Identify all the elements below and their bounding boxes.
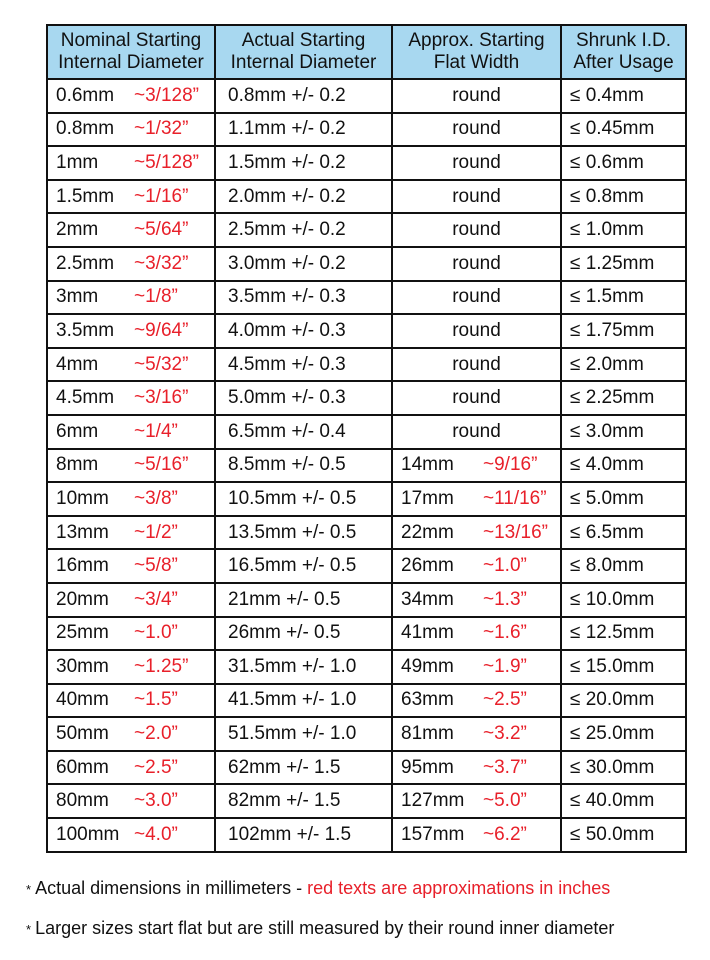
- nominal-inch: ~1/8”: [134, 286, 178, 308]
- flat-width-mm: 26mm: [401, 555, 454, 577]
- nominal-inch: ~5/64”: [134, 219, 189, 241]
- flat-width-cell: [392, 449, 561, 483]
- shrunk-cell: ≤ 0.6mm: [561, 146, 686, 180]
- shrunk-cell: ≤ 1.25mm: [561, 247, 686, 281]
- flat-width-inch: ~9/16”: [483, 454, 538, 476]
- flat-width-cell: [392, 516, 561, 550]
- nominal-cell: [47, 717, 215, 751]
- table-row: [47, 516, 686, 550]
- flat-width-round: round: [452, 353, 501, 375]
- shrunk-cell: ≤ 15.0mm: [561, 650, 686, 684]
- note-flat-sizes-text: Larger sizes start flat but are still measured by their round inner diameter: [35, 918, 615, 938]
- table-row: [47, 113, 686, 147]
- nominal-cell: [47, 348, 215, 382]
- actual-cell: 5.0mm +/- 0.3: [215, 381, 392, 415]
- table-row: [47, 146, 686, 180]
- flat-width-inch: ~1.6”: [483, 622, 527, 644]
- actual-cell: 10.5mm +/- 0.5: [215, 482, 392, 516]
- shrunk-cell: ≤ 12.5mm: [561, 617, 686, 651]
- flat-width-cell: [392, 684, 561, 718]
- nominal-inch: ~1/32”: [134, 118, 189, 140]
- note-dimensions-red-text: red texts are approximations in inches: [307, 878, 611, 898]
- nominal-mm: 30mm: [56, 655, 109, 677]
- flat-width-cell: [392, 549, 561, 583]
- shrunk-cell: ≤ 20.0mm: [561, 684, 686, 718]
- flat-width-mm: 14mm: [401, 454, 454, 476]
- nominal-cell: [47, 617, 215, 651]
- shrunk-cell: ≤ 10.0mm: [561, 583, 686, 617]
- nominal-inch: ~3/8”: [134, 487, 178, 509]
- shrunk-cell: ≤ 0.45mm: [561, 113, 686, 147]
- flat-width-round: round: [452, 252, 501, 274]
- note-dimensions: [26, 878, 610, 899]
- actual-cell: 1.5mm +/- 0.2: [215, 146, 392, 180]
- actual-cell: 51.5mm +/- 1.0: [215, 717, 392, 751]
- nominal-mm: 1mm: [56, 151, 99, 173]
- nominal-cell: [47, 113, 215, 147]
- shrunk-cell: ≤ 2.0mm: [561, 348, 686, 382]
- actual-cell: 4.0mm +/- 0.3: [215, 314, 392, 348]
- nominal-mm: 1.5mm: [56, 185, 115, 207]
- flat-width-mm: 49mm: [401, 655, 454, 677]
- nominal-inch: ~1.0”: [134, 622, 178, 644]
- header-shrunk-id: Shrunk I.D. After Usage: [561, 25, 686, 79]
- shrunk-cell: ≤ 4.0mm: [561, 449, 686, 483]
- table-row: [47, 247, 686, 281]
- table-row: [47, 717, 686, 751]
- table-row: [47, 784, 686, 818]
- table-row: [47, 348, 686, 382]
- header-row: [47, 25, 686, 79]
- flat-width-mm: 34mm: [401, 588, 454, 610]
- nominal-inch: ~3/32”: [134, 252, 189, 274]
- flat-width-cell: [392, 247, 561, 281]
- table-row: [47, 381, 686, 415]
- nominal-mm: 50mm: [56, 723, 109, 745]
- nominal-inch: ~9/64”: [134, 319, 189, 341]
- actual-cell: 82mm +/- 1.5: [215, 784, 392, 818]
- flat-width-cell: [392, 213, 561, 247]
- flat-width-mm: 22mm: [401, 521, 454, 543]
- flat-width-inch: ~1.9”: [483, 655, 527, 677]
- nominal-mm: 0.8mm: [56, 118, 115, 140]
- nominal-cell: [47, 583, 215, 617]
- flat-width-inch: ~2.5”: [483, 689, 527, 711]
- flat-width-cell: [392, 113, 561, 147]
- flat-width-round: round: [452, 84, 501, 106]
- note-dimensions-text: Actual dimensions in millimeters -: [35, 878, 308, 898]
- shrunk-cell: ≤ 40.0mm: [561, 784, 686, 818]
- nominal-inch: ~1.25”: [134, 655, 189, 677]
- flat-width-inch: ~5.0”: [483, 790, 527, 812]
- shrunk-cell: ≤ 25.0mm: [561, 717, 686, 751]
- nominal-inch: ~4.0”: [134, 823, 178, 845]
- nominal-inch: ~3/4”: [134, 588, 178, 610]
- flat-width-cell: [392, 650, 561, 684]
- actual-cell: 1.1mm +/- 0.2: [215, 113, 392, 147]
- flat-width-cell: [392, 79, 561, 113]
- table-row: [47, 650, 686, 684]
- flat-width-mm: 81mm: [401, 723, 454, 745]
- flat-width-round: round: [452, 387, 501, 409]
- table-row: [47, 415, 686, 449]
- actual-cell: 0.8mm +/- 0.2: [215, 79, 392, 113]
- table-row: [47, 617, 686, 651]
- nominal-inch: ~5/16”: [134, 454, 189, 476]
- flat-width-round: round: [452, 319, 501, 341]
- nominal-mm: 40mm: [56, 689, 109, 711]
- flat-width-mm: 41mm: [401, 622, 454, 644]
- nominal-inch: ~3.0”: [134, 790, 178, 812]
- note-flat-sizes: [26, 918, 614, 939]
- actual-cell: 3.0mm +/- 0.2: [215, 247, 392, 281]
- flat-width-round: round: [452, 151, 501, 173]
- flat-width-inch: ~1.3”: [483, 588, 527, 610]
- flat-width-cell: [392, 281, 561, 315]
- nominal-cell: [47, 79, 215, 113]
- flat-width-round: round: [452, 420, 501, 442]
- nominal-mm: 80mm: [56, 790, 109, 812]
- nominal-inch: ~1/2”: [134, 521, 178, 543]
- nominal-inch: ~2.0”: [134, 723, 178, 745]
- nominal-cell: [47, 684, 215, 718]
- header-actual-id: Actual Starting Internal Diameter: [215, 25, 392, 79]
- nominal-cell: [47, 146, 215, 180]
- nominal-mm: 2mm: [56, 219, 99, 241]
- bullet-icon: *: [26, 881, 32, 897]
- table-row: [47, 79, 686, 113]
- nominal-inch: ~3/16”: [134, 387, 189, 409]
- flat-width-inch: ~3.7”: [483, 756, 527, 778]
- nominal-cell: [47, 449, 215, 483]
- nominal-inch: ~3/128”: [134, 84, 199, 106]
- nominal-mm: 6mm: [56, 420, 99, 442]
- nominal-cell: [47, 381, 215, 415]
- shrunk-cell: ≤ 50.0mm: [561, 818, 686, 852]
- actual-cell: 26mm +/- 0.5: [215, 617, 392, 651]
- actual-cell: 62mm +/- 1.5: [215, 751, 392, 785]
- nominal-mm: 3.5mm: [56, 319, 115, 341]
- flat-width-mm: 95mm: [401, 756, 454, 778]
- nominal-mm: 0.6mm: [56, 84, 115, 106]
- table-row: [47, 449, 686, 483]
- shrunk-cell: ≤ 3.0mm: [561, 415, 686, 449]
- flat-width-mm: 127mm: [401, 790, 465, 812]
- table-row: [47, 213, 686, 247]
- flat-width-cell: [392, 381, 561, 415]
- nominal-mm: 4mm: [56, 353, 99, 375]
- actual-cell: 4.5mm +/- 0.3: [215, 348, 392, 382]
- nominal-cell: [47, 818, 215, 852]
- nominal-cell: [47, 549, 215, 583]
- flat-width-cell: [392, 180, 561, 214]
- nominal-inch: ~1.5”: [134, 689, 178, 711]
- shrunk-cell: ≤ 2.25mm: [561, 381, 686, 415]
- nominal-cell: [47, 516, 215, 550]
- nominal-cell: [47, 281, 215, 315]
- flat-width-inch: ~6.2”: [483, 823, 527, 845]
- shrunk-cell: ≤ 6.5mm: [561, 516, 686, 550]
- shrunk-cell: ≤ 30.0mm: [561, 751, 686, 785]
- flat-width-round: round: [452, 286, 501, 308]
- shrunk-cell: ≤ 1.0mm: [561, 213, 686, 247]
- actual-cell: 2.0mm +/- 0.2: [215, 180, 392, 214]
- actual-cell: 31.5mm +/- 1.0: [215, 650, 392, 684]
- flat-width-cell: [392, 717, 561, 751]
- nominal-inch: ~5/8”: [134, 555, 178, 577]
- shrunk-cell: ≤ 1.75mm: [561, 314, 686, 348]
- table-row: [47, 180, 686, 214]
- nominal-mm: 3mm: [56, 286, 99, 308]
- flat-width-mm: 17mm: [401, 487, 454, 509]
- flat-width-mm: 63mm: [401, 689, 454, 711]
- flat-width-cell: [392, 818, 561, 852]
- flat-width-round: round: [452, 219, 501, 241]
- table-row: [47, 684, 686, 718]
- actual-cell: 13.5mm +/- 0.5: [215, 516, 392, 550]
- flat-width-cell: [392, 415, 561, 449]
- actual-cell: 21mm +/- 0.5: [215, 583, 392, 617]
- nominal-cell: [47, 650, 215, 684]
- actual-cell: 16.5mm +/- 0.5: [215, 549, 392, 583]
- nominal-mm: 13mm: [56, 521, 109, 543]
- shrunk-cell: ≤ 5.0mm: [561, 482, 686, 516]
- actual-cell: 2.5mm +/- 0.2: [215, 213, 392, 247]
- nominal-cell: [47, 247, 215, 281]
- flat-width-inch: ~1.0”: [483, 555, 527, 577]
- actual-cell: 102mm +/- 1.5: [215, 818, 392, 852]
- table-row: [47, 751, 686, 785]
- flat-width-cell: [392, 617, 561, 651]
- table-row: [47, 549, 686, 583]
- nominal-mm: 10mm: [56, 487, 109, 509]
- nominal-mm: 16mm: [56, 555, 109, 577]
- actual-cell: 6.5mm +/- 0.4: [215, 415, 392, 449]
- flat-width-cell: [392, 348, 561, 382]
- nominal-mm: 8mm: [56, 454, 99, 476]
- flat-width-cell: [392, 314, 561, 348]
- actual-cell: 8.5mm +/- 0.5: [215, 449, 392, 483]
- nominal-mm: 4.5mm: [56, 387, 115, 409]
- flat-width-cell: [392, 751, 561, 785]
- table-row: [47, 583, 686, 617]
- nominal-mm: 2.5mm: [56, 252, 115, 274]
- flat-width-round: round: [452, 118, 501, 140]
- shrunk-cell: ≤ 1.5mm: [561, 281, 686, 315]
- bullet-icon: *: [26, 921, 32, 937]
- nominal-cell: [47, 751, 215, 785]
- shrunk-cell: ≤ 8.0mm: [561, 549, 686, 583]
- nominal-cell: [47, 314, 215, 348]
- flat-width-inch: ~11/16”: [483, 487, 547, 509]
- nominal-mm: 60mm: [56, 756, 109, 778]
- nominal-inch: ~5/32”: [134, 353, 189, 375]
- table-row: [47, 281, 686, 315]
- flat-width-inch: ~3.2”: [483, 723, 527, 745]
- nominal-mm: 100mm: [56, 823, 120, 845]
- flat-width-cell: [392, 784, 561, 818]
- nominal-inch: ~1/4”: [134, 420, 178, 442]
- nominal-mm: 25mm: [56, 622, 109, 644]
- nominal-cell: [47, 784, 215, 818]
- flat-width-inch: ~13/16”: [483, 521, 548, 543]
- nominal-mm: 20mm: [56, 588, 109, 610]
- table-row: [47, 314, 686, 348]
- shrunk-cell: ≤ 0.8mm: [561, 180, 686, 214]
- actual-cell: 41.5mm +/- 1.0: [215, 684, 392, 718]
- nominal-inch: ~5/128”: [134, 151, 199, 173]
- nominal-cell: [47, 213, 215, 247]
- nominal-cell: [47, 180, 215, 214]
- flat-width-mm: 157mm: [401, 823, 465, 845]
- flat-width-cell: [392, 146, 561, 180]
- header-flat-width: Approx. Starting Flat Width: [392, 25, 561, 79]
- shrunk-cell: ≤ 0.4mm: [561, 79, 686, 113]
- table-row: [47, 482, 686, 516]
- nominal-inch: ~1/16”: [134, 185, 189, 207]
- nominal-cell: [47, 482, 215, 516]
- flat-width-round: round: [452, 185, 501, 207]
- table-row: [47, 818, 686, 852]
- flat-width-cell: [392, 583, 561, 617]
- sizing-table: [46, 24, 687, 853]
- actual-cell: 3.5mm +/- 0.3: [215, 281, 392, 315]
- flat-width-cell: [392, 482, 561, 516]
- nominal-cell: [47, 415, 215, 449]
- header-nominal-id: Nominal Starting Internal Diameter: [47, 25, 215, 79]
- nominal-inch: ~2.5”: [134, 756, 178, 778]
